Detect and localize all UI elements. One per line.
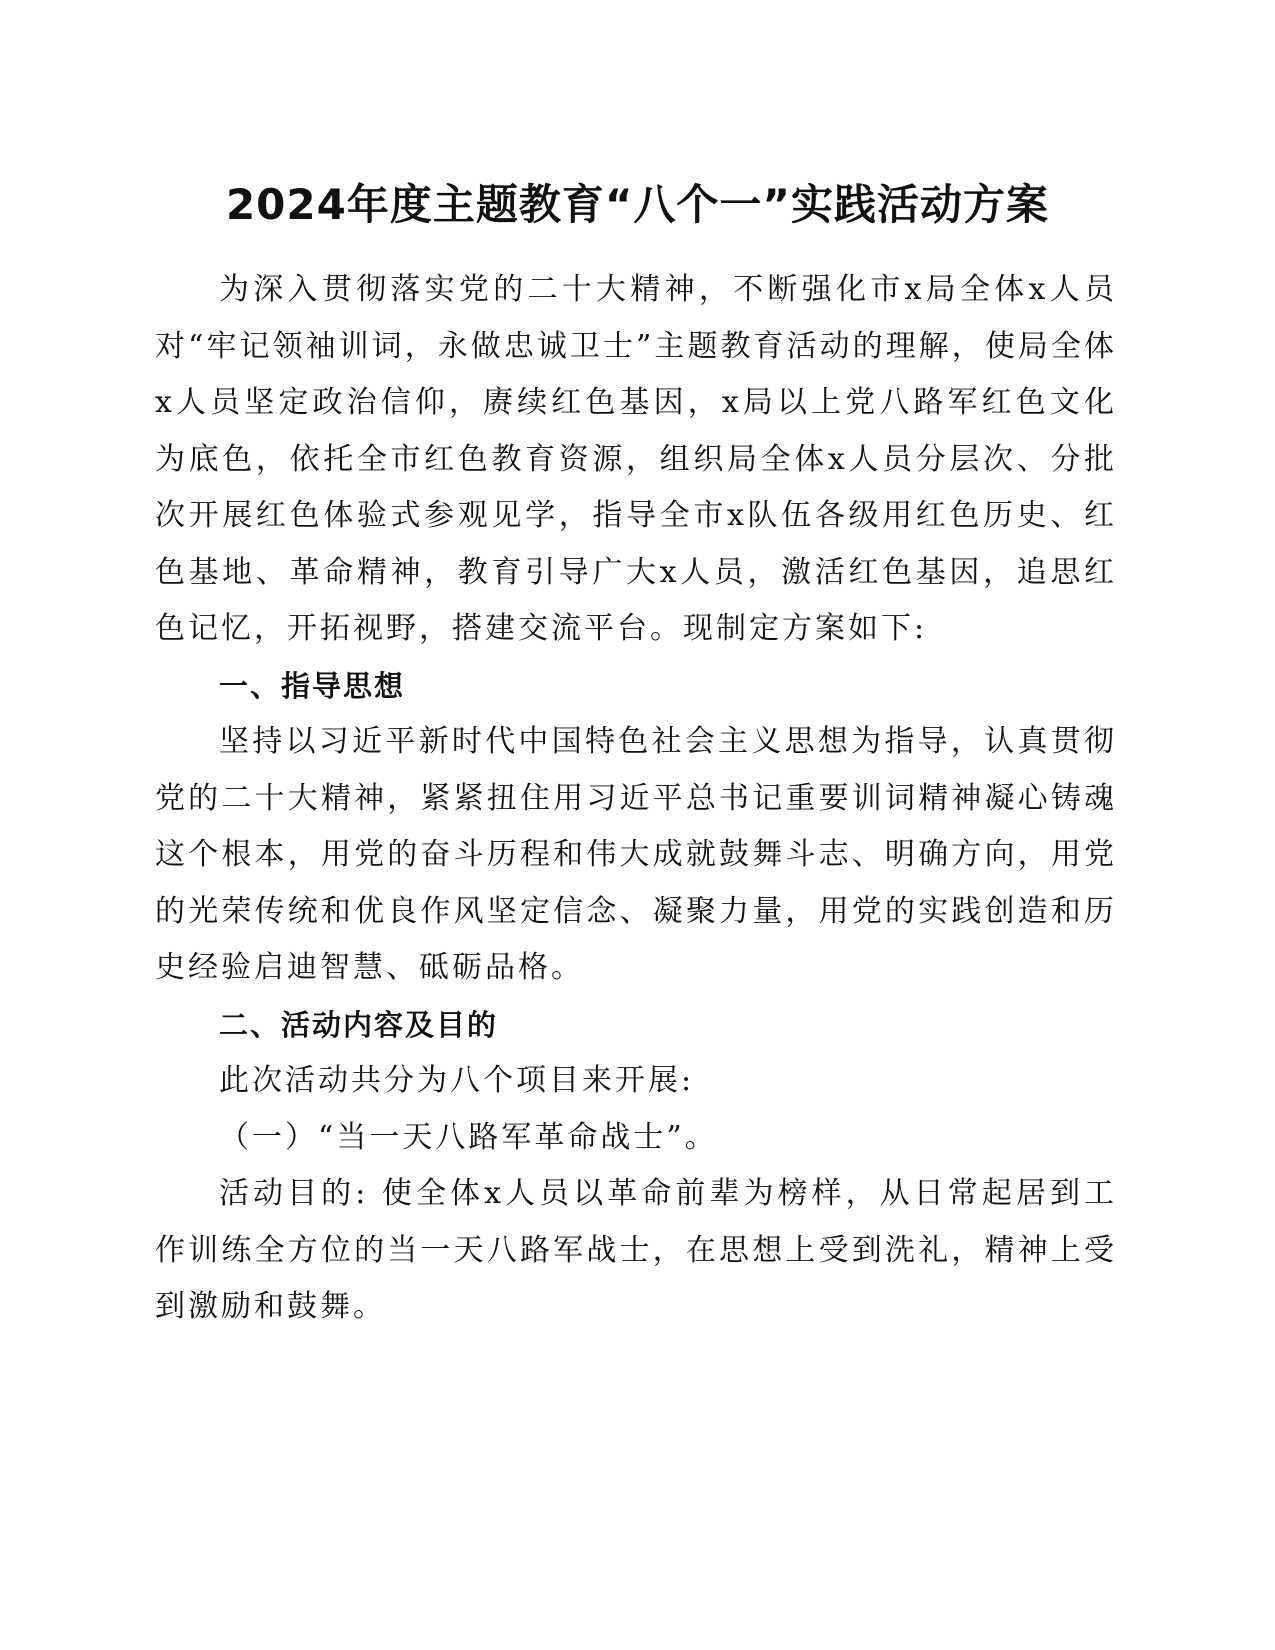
- guiding-ideology-paragraph: 坚持以习近平新时代中国特色社会主义思想为指导，认真贯彻党的二十大精神，紧紧扭住用习近平总书记重要训词精神凝心铸魂这个根本，用党的奋斗历程和伟大成就鼓舞斗志、明确方向，用党的光荣传统和优良作风坚定信念、凝聚力量，用党的实践创造和历史经验启迪智慧、砥砺品格。: [155, 724, 1117, 985]
- section-heading-activity-content: 二、活动内容及目的: [219, 1007, 499, 1042]
- activity-item-title: （一）“当一天八路军革命战士”。: [219, 1119, 718, 1155]
- intro-paragraph: 为深入贯彻落实党的二十大精神，不断强化市x局全体x人员对“牢记领袖训词，永做忠诚卫士”主题教育活动的理解，使局全体x人员坚定政治信仰，赓续红色基因，x局以上党八路军红色文化为底色，依托全市红色教育资源，组织局全体x人员分层次、分批次开展红色体验式参观见学，指导全市x队伍各级用红色历史、红色基地、革命精神，教育引导广大x人员，激活红色基因，追思红色记忆，开拓视野，搭建交流平台。现制定方案如下:: [155, 272, 1117, 646]
- section-heading-guiding-ideology: 一、指导思想: [219, 668, 406, 703]
- document-body: [155, 262, 1117, 1336]
- activity-item-purpose: 活动目的: 使全体x人员以革命前辈为榜样，从日常起居到工作训练全方位的当一天八路军战士，在思想上受到洗礼，精神上受到激励和鼓舞。: [155, 1176, 1117, 1324]
- document-title: 2024年度主题教育“八个一”实践活动方案: [225, 180, 1050, 229]
- activity-lead-paragraph: 此次活动共分为八个项目来开展:: [219, 1063, 695, 1098]
